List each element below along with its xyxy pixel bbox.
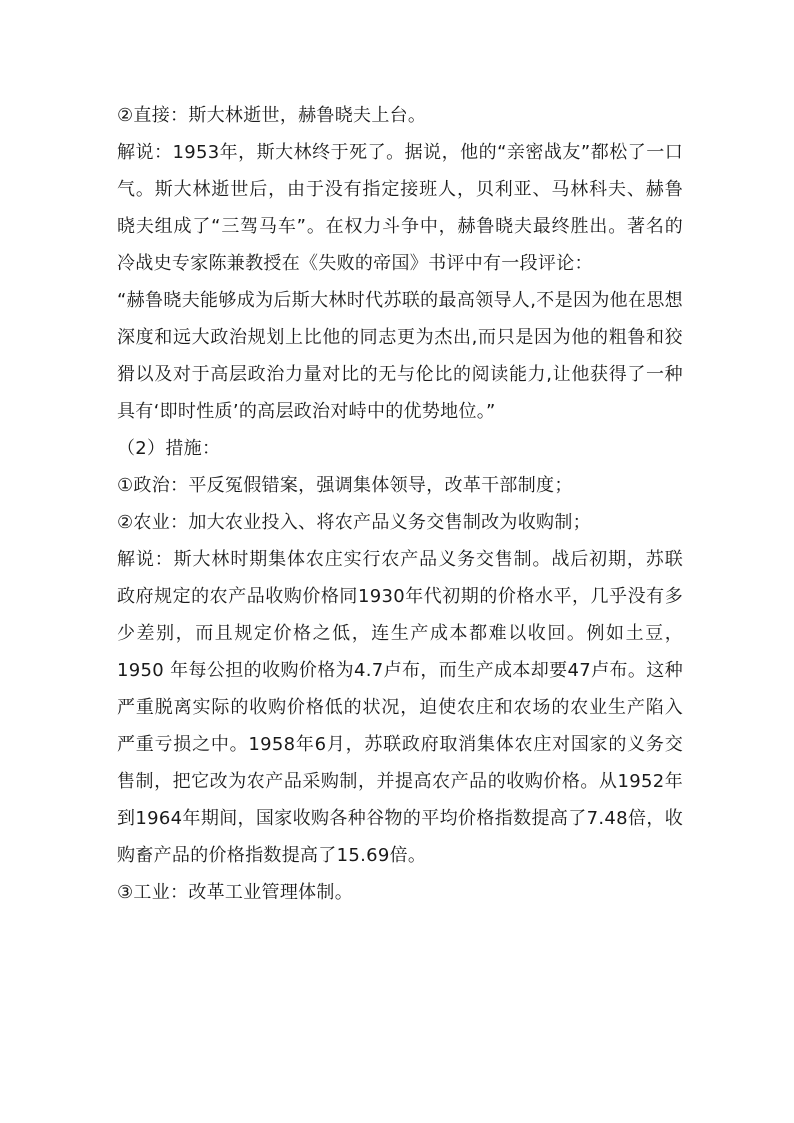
paragraph-explanation-agriculture: 解说：斯大林时期集体农庄实行农产品义务交售制。战后初期，苏联政府规定的农产品收购价格同1930年代初期的价格水平，几乎没有多少差别，而且规定价格之低，连生产成本都难以收回。例如土豆，1950 年每公担的收购价格为4.7卢布，而生产成本却要47卢布。这种严重脱离实际的收购价格低的状况，迫使农庄和农场的农业生产陷入严重亏损之中。1958年6月，苏联政府取消集体农庄对国家的义务交售制，把它改为农产品采购制，并提高农产品的收购价格。从1952年到1964年期间，国家收购各种谷物的平均价格指数提高了7.48倍，收购畜产品的价格指数提高了15.69倍。	[117, 549, 683, 866]
paragraph-explanation-succession: 解说：1953年，斯大林终于死了。据说，他的“亲密战友”都松了一口气。斯大林逝世后，由于没有指定接班人，贝利亚、马林科夫、赫鲁晓夫组成了“三驾马车”。在权力斗争中，赫鲁晓夫最终胜出。著名的冷战史专家陈兼教授在《失败的帝国》书评中有一段评论：	[117, 142, 683, 274]
item-industry: ③工业：改革工业管理体制。	[117, 882, 354, 903]
item-agriculture: ②农业：加大农业投入、将农产品义务交售制改为收购制；	[117, 512, 591, 533]
item-political: ①政治：平反冤假错案，强调集体领导，改革干部制度；	[117, 475, 573, 496]
heading-direct-cause: ②直接：斯大林逝世，赫鲁晓夫上台。	[117, 105, 427, 126]
document-page	[117, 97, 683, 911]
heading-measures: （2）措施：	[117, 438, 221, 459]
quote-chen-jian: “赫鲁晓夫能够成为后斯大林时代苏联的最高领导人,不是因为他在思想深度和远大政治规划上比他的同志更为杰出,而只是因为他的粗鲁和狡猾以及对于高层政治力量对比的无与伦比的阅读能力,让他获得了一种具有‘即时性质’的高层政治对峙中的优势地位。”	[117, 290, 683, 422]
